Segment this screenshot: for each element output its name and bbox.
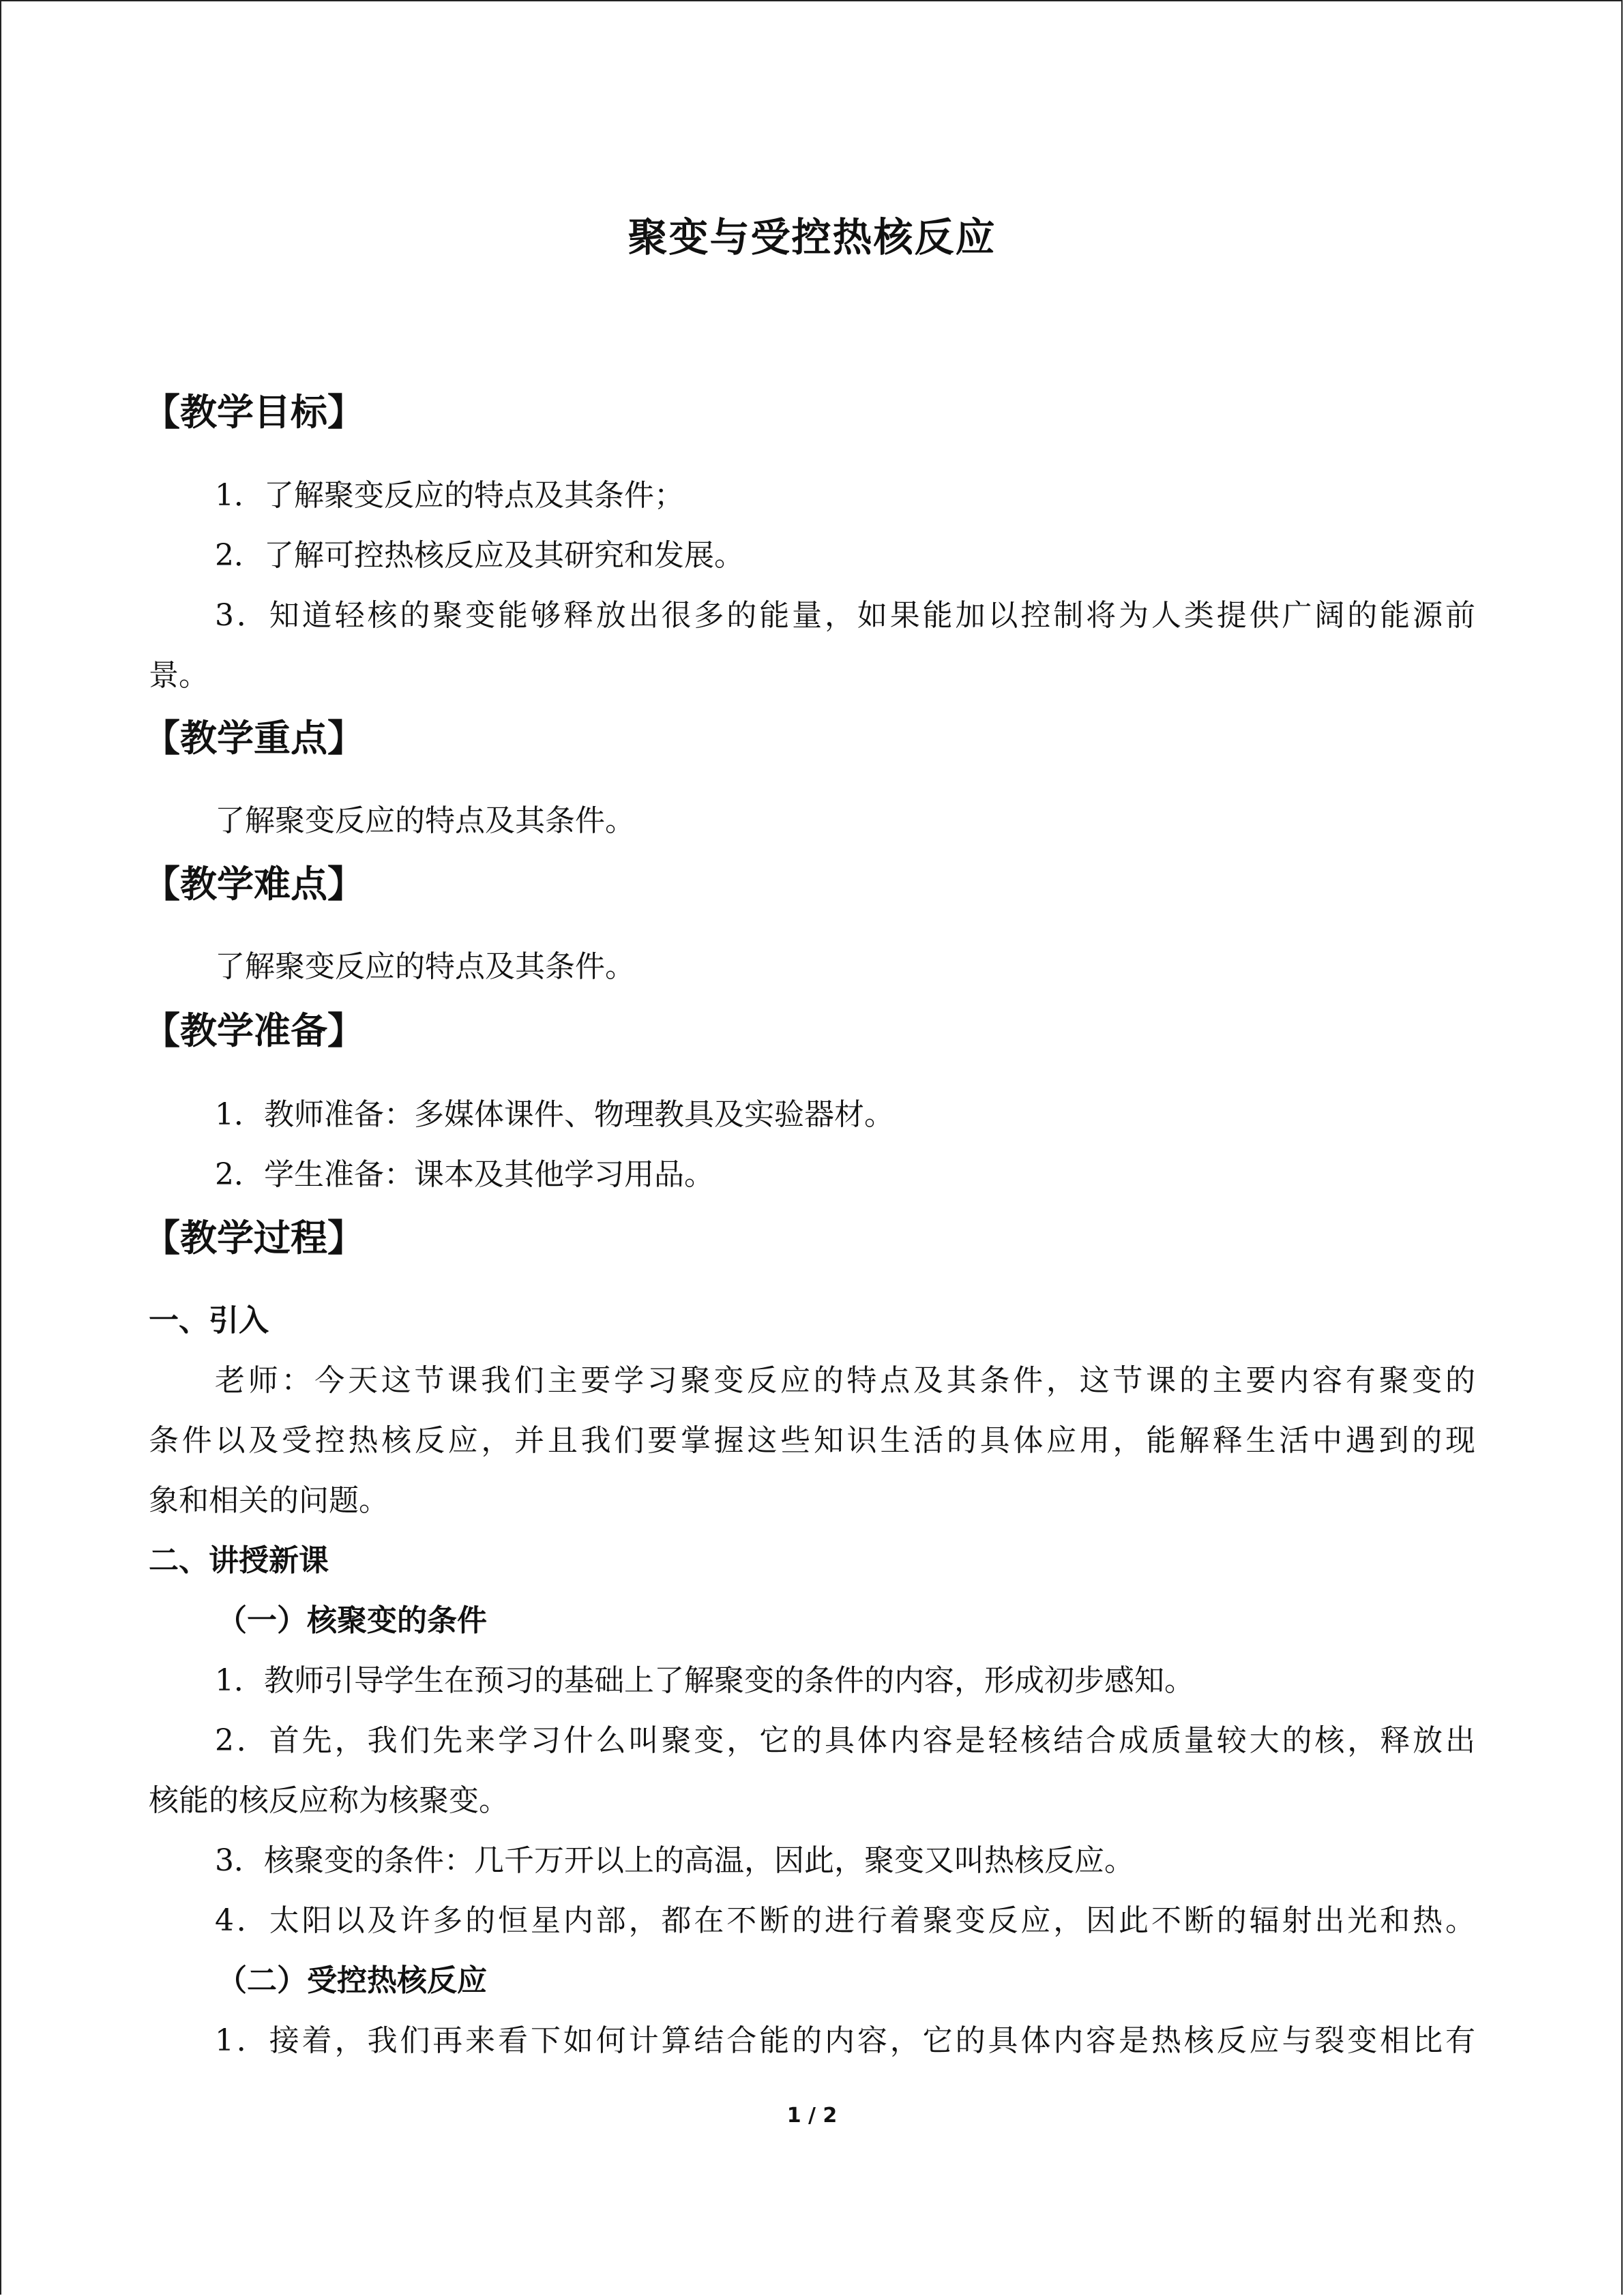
- preparation-item-1: 1．教师准备：多媒体课件、物理教具及实验器材。: [215, 1097, 894, 1132]
- page-number: 1 / 2: [786, 2104, 838, 2128]
- heading-preparation: 【教学准备】: [143, 1009, 364, 1052]
- objective-item-1: 1．了解聚变反应的特点及其条件；: [215, 478, 684, 513]
- heading-objectives: 【教学目标】: [143, 391, 364, 434]
- objective-item-2: 2．了解可控热核反应及其研究和发展。: [215, 538, 744, 573]
- process-sub1-line-1: 1．教师引导学生在预习的基础上了解聚变的条件的内容，形成初步感知。: [215, 1663, 1194, 1698]
- process-sub2-line-1: 1．接着，我们再来看下如何计算结合能的内容，它的具体内容是热核反应与裂变相比有: [215, 2023, 1475, 2058]
- process-part1-line-3: 象和相关的问题。: [149, 1483, 389, 1518]
- process-part1-title: 一、引入: [149, 1303, 269, 1338]
- document-title: 聚变与受控热核反应: [628, 214, 996, 260]
- objective-item-3: 3．知道轻核的聚变能够释放出很多的能量，如果能加以控制将为人类提供广阔的能源前: [215, 598, 1475, 633]
- difficulties-text: 了解聚变反应的特点及其条件。: [215, 949, 635, 984]
- process-part1-line-2: 条件以及受控热核反应，并且我们要掌握这些知识生活的具体应用，能解释生活中遇到的现: [149, 1423, 1475, 1458]
- heading-process: 【教学过程】: [143, 1217, 364, 1259]
- preparation-item-2: 2．学生准备：课本及其他学习用品。: [215, 1157, 714, 1192]
- objective-item-3-cont: 景。: [149, 658, 209, 693]
- process-sub2-title: （二）受控热核反应: [217, 1963, 487, 1998]
- process-part1-line-1: 老师：今天这节课我们主要学习聚变反应的特点及其条件，这节课的主要内容有聚变的: [215, 1363, 1475, 1398]
- heading-key-points: 【教学重点】: [143, 717, 364, 760]
- key-points-text: 了解聚变反应的特点及其条件。: [215, 803, 635, 838]
- process-part2-title: 二、讲授新课: [149, 1543, 329, 1578]
- process-sub1-title: （一）核聚变的条件: [217, 1603, 487, 1638]
- process-sub1-line-5: 4．太阳以及许多的恒星内部，都在不断的进行着聚变反应，因此不断的辐射出光和热。: [215, 1903, 1475, 1938]
- process-sub1-line-4: 3．核聚变的条件：几千万开以上的高温，因此，聚变又叫热核反应。: [215, 1843, 1134, 1878]
- heading-difficulties: 【教学难点】: [143, 863, 364, 906]
- process-sub1-line-3: 核能的核反应称为核聚变。: [149, 1783, 509, 1818]
- process-sub1-line-2: 2．首先，我们先来学习什么叫聚变，它的具体内容是轻核结合成质量较大的核，释放出: [215, 1723, 1475, 1758]
